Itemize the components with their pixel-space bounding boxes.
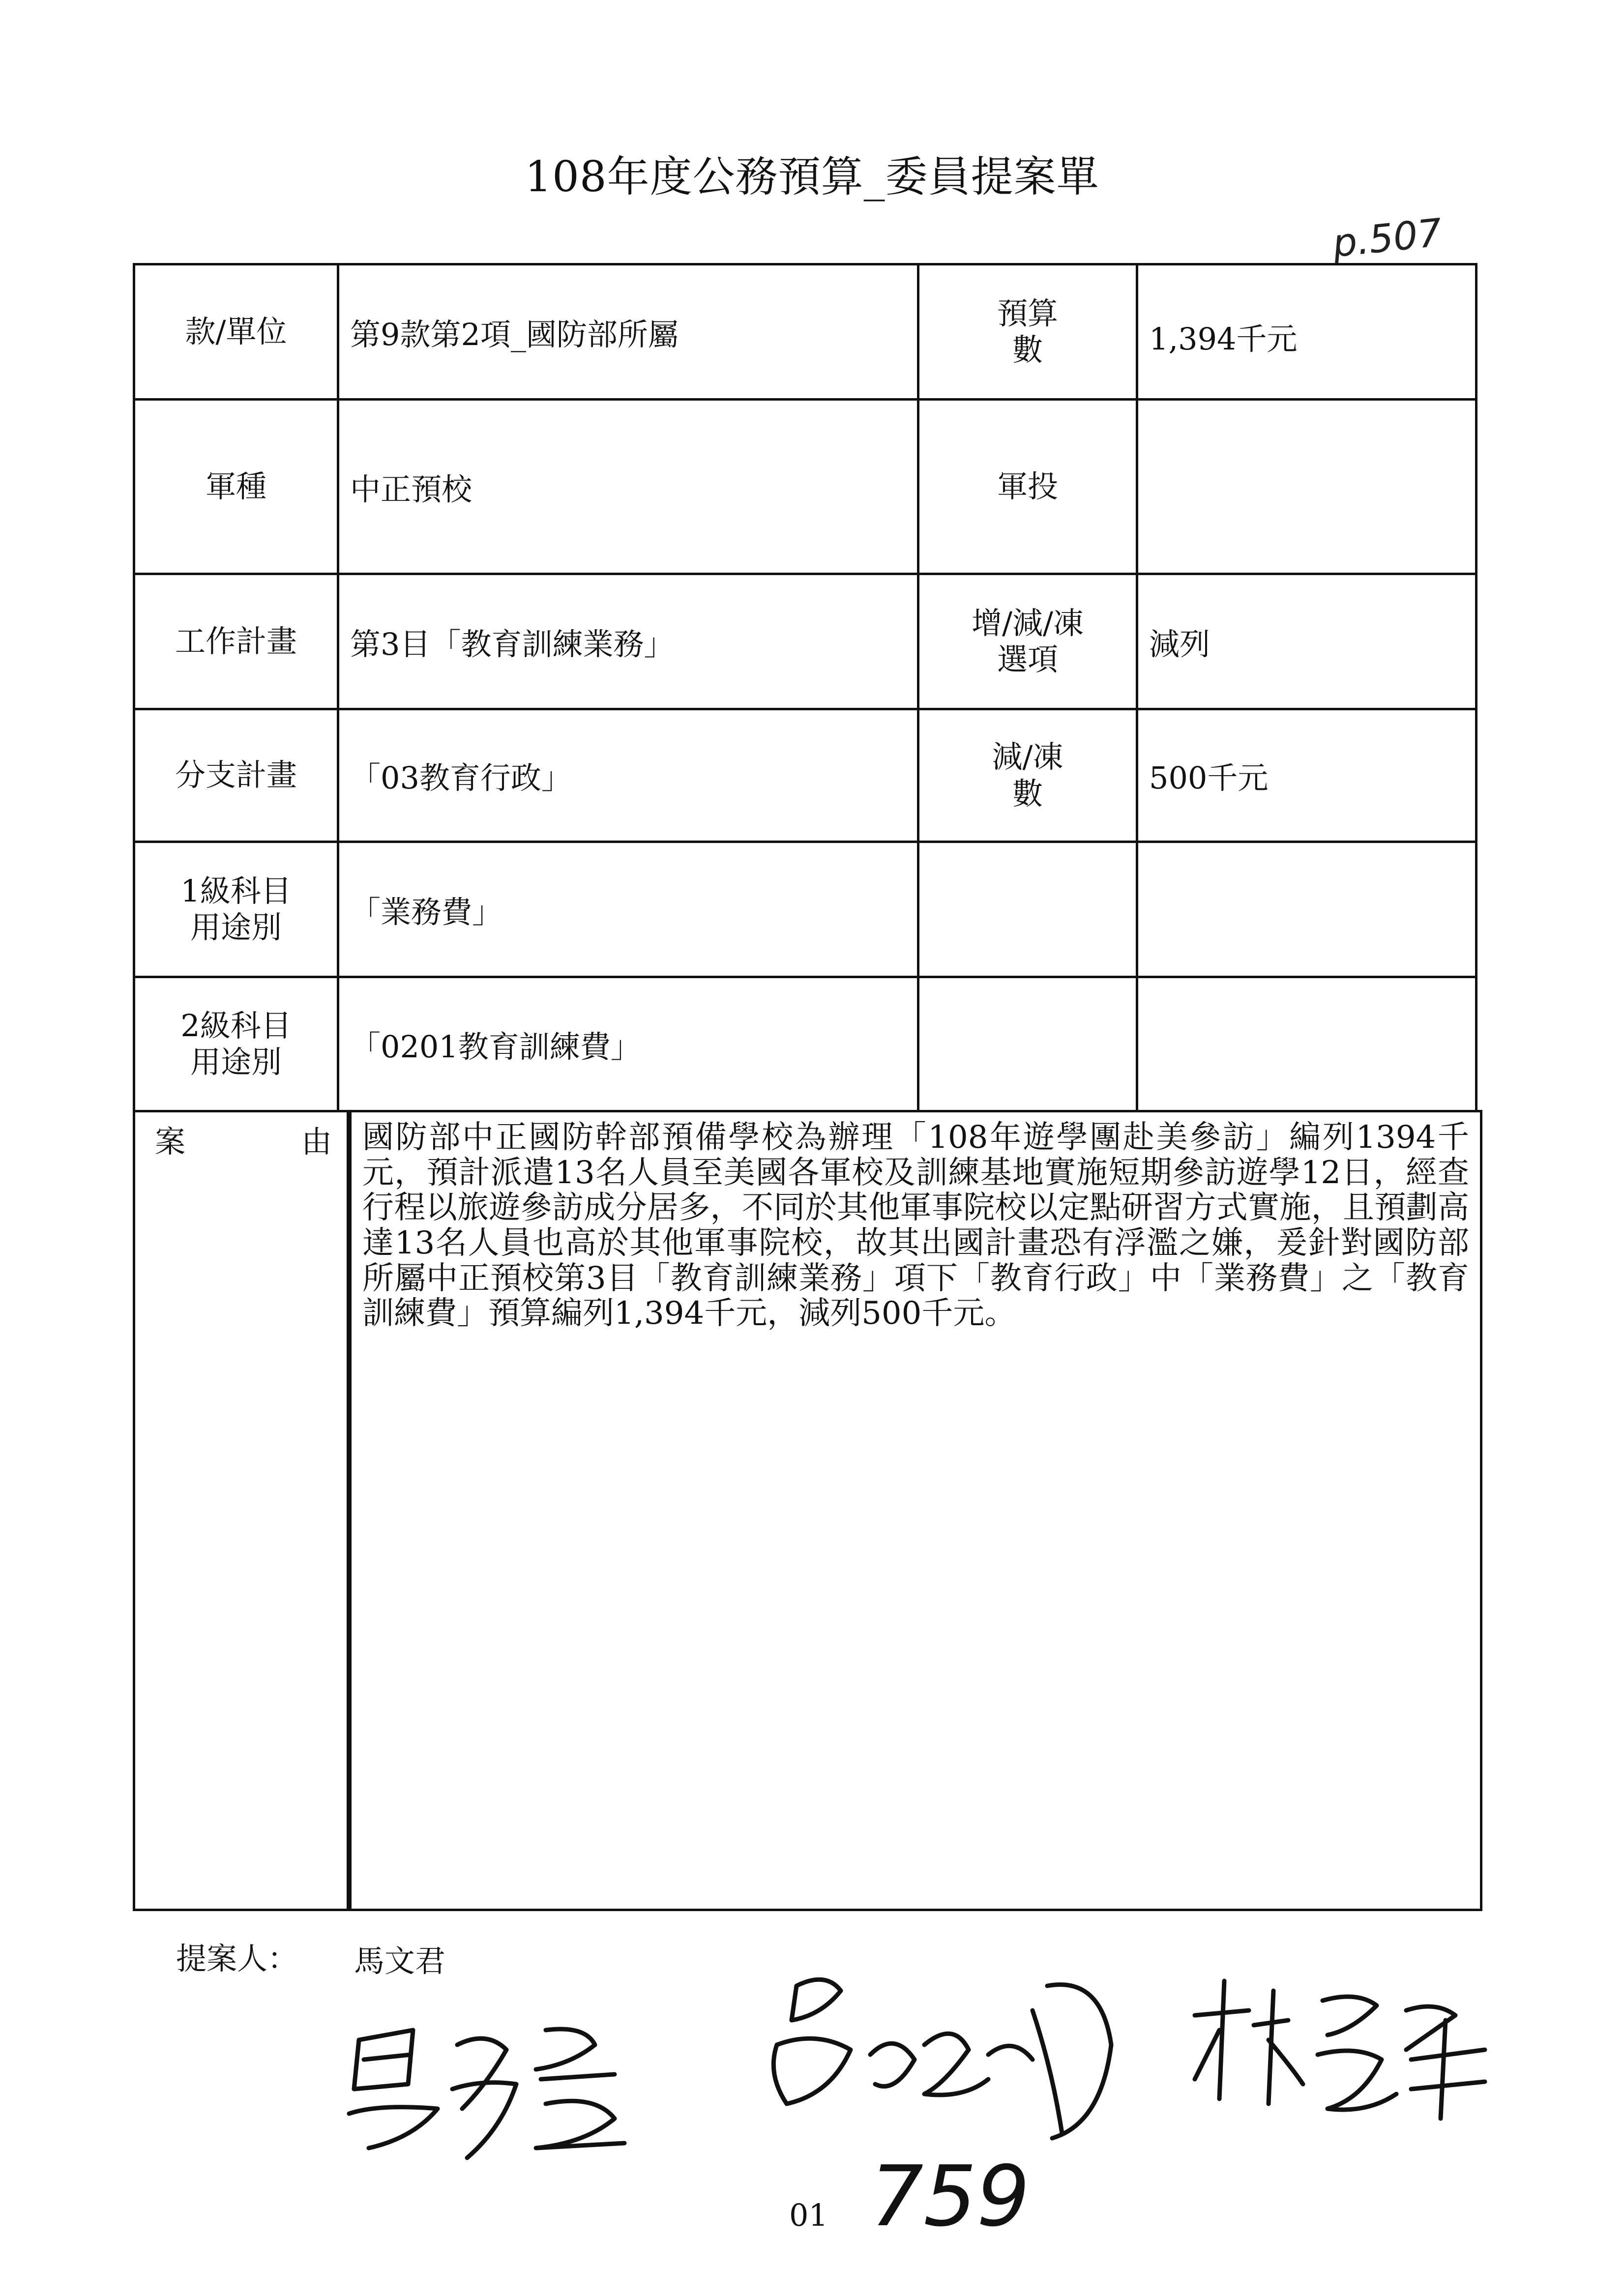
row-side-label-military-investment: 軍投	[917, 398, 1138, 575]
row-value-service: 中正預校	[337, 398, 919, 575]
row-side-label-option: 增/減/凍 選項	[917, 573, 1138, 710]
row-label-unit: 款/單位	[133, 263, 339, 401]
reason-label-first-char: 案	[155, 1124, 186, 1160]
row-side-value-budget: 1,394千元	[1136, 263, 1477, 401]
row-value-unit: 第9款第2項_國防部所屬	[337, 263, 919, 401]
document-number-prefix: 01	[789, 2197, 828, 2233]
row-side-value-empty-1	[1136, 841, 1477, 978]
row-side-value-military-investment	[1136, 398, 1477, 575]
signature-3	[1180, 1971, 1495, 2128]
row-label-branch-plan: 分支計畫	[133, 708, 339, 843]
signature-1	[339, 2010, 644, 2173]
row-value-level1-account: 「業務費」	[337, 841, 919, 978]
reason-label-second-char: 由	[301, 1124, 332, 1160]
proposer-name: 馬文君	[354, 1943, 446, 1979]
row-side-value-empty-2	[1136, 976, 1477, 1112]
row-value-work-plan: 第3目「教育訓練業務」	[337, 573, 919, 710]
row-label-level2-account: 2級科目 用途別	[133, 976, 339, 1112]
row-side-label-budget: 預算 數	[917, 263, 1138, 401]
page-reference-note: p.507	[1330, 210, 1445, 266]
row-side-label-empty-2	[917, 976, 1138, 1112]
row-value-level2-account: 「0201教育訓練費」	[337, 976, 919, 1112]
document-number-handwritten: 759	[870, 2148, 1030, 2245]
row-side-label-reduction: 減/凍 數	[917, 708, 1138, 843]
row-value-branch-plan: 「03教育行政」	[337, 708, 919, 843]
row-label-service: 軍種	[133, 398, 339, 575]
row-side-label-empty-1	[917, 841, 1138, 978]
proposer-label: 提案人：	[176, 1941, 298, 1976]
row-side-value-option: 減列	[1136, 573, 1477, 710]
page-title: 108年度公務預算_委員提案單	[525, 152, 1099, 202]
row-side-value-reduction: 500千元	[1136, 708, 1477, 843]
signature-2	[757, 1947, 1131, 2153]
row-label-work-plan: 工作計畫	[133, 573, 339, 710]
reason-label-cell	[133, 1110, 349, 1911]
reason-text: 國防部中正國防幹部預備學校為辦理「108年遊學團赴美參訪」編列1394千元，預計派遣13名人員至美國各軍校及訓練基地實施短期參訪遊學12日，經查行程以旅遊參訪成分居多，不同於其他軍事院校以定點研習方式實施，且預劃高達13名人員也高於其他軍事院校，故其出國計畫恐有浮濫之嫌，爰針對國防部所屬中正預校第3目「教育訓練業務」項下「教育行政」中「業務費」之「教育訓練費」預算編列1,394千元，減列500千元。	[349, 1110, 1482, 1911]
row-label-level1-account: 1級科目 用途別	[133, 841, 339, 978]
